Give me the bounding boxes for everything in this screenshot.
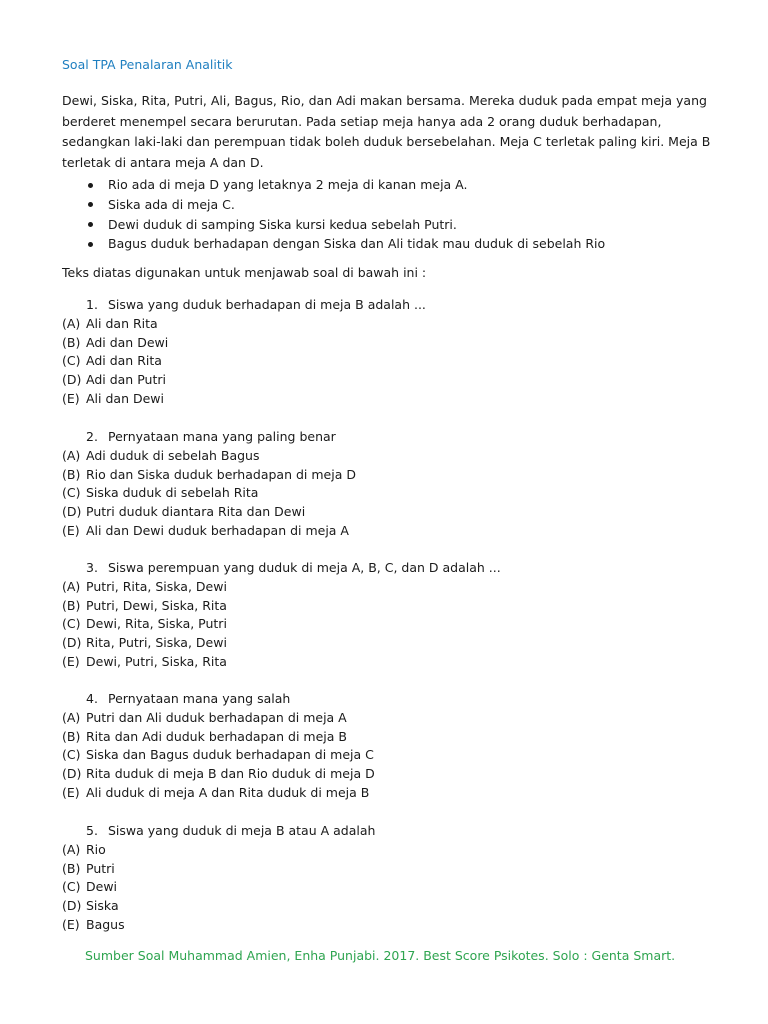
option-b: (B) Putri, Dewi, Siska, Rita bbox=[62, 597, 227, 613]
question-number: 5. bbox=[86, 823, 98, 838]
option-c: (C) Siska duduk di sebelah Rita bbox=[62, 485, 259, 501]
question-text: Pernyataan mana yang salah bbox=[108, 691, 291, 706]
option-c: (C) Dewi bbox=[62, 879, 118, 895]
condition-item: Bagus duduk berhadapan dengan Siska dan Ali tidak mau duduk di sebelah Rio bbox=[62, 234, 712, 254]
option-b: (B) Adi dan Dewi bbox=[62, 334, 169, 350]
condition-list bbox=[62, 175, 712, 254]
option-c: (C) Siska dan Bagus duduk berhadapan di meja C bbox=[62, 747, 374, 763]
option-e: (E) Bagus bbox=[62, 916, 125, 932]
question-2 bbox=[62, 428, 712, 541]
option-b: (B) Putri bbox=[62, 860, 115, 876]
page-title: Soal TPA Penalaran Analitik bbox=[62, 57, 233, 72]
option-d: (D) Rita, Putri, Siska, Dewi bbox=[62, 635, 227, 651]
option-d: (D) Siska bbox=[62, 898, 119, 914]
question-number: 1. bbox=[86, 297, 98, 312]
option-d: (D) Rita duduk di meja B dan Rio duduk di meja D bbox=[62, 766, 375, 782]
bullet-icon bbox=[88, 242, 93, 247]
bullet-icon bbox=[88, 183, 93, 188]
instruction-text: Teks diatas digunakan untuk menjawab soal di bawah ini : bbox=[62, 265, 427, 280]
option-a: (A) Putri, Rita, Siska, Dewi bbox=[62, 578, 227, 594]
source-citation: Sumber Soal Muhammad Amien, Enha Punjabi. 2017. Best Score Psikotes. Solo : Genta Smart. bbox=[85, 948, 676, 963]
question-number: 2. bbox=[86, 429, 98, 444]
option-a: (A) Adi duduk di sebelah Bagus bbox=[62, 447, 260, 463]
question-5 bbox=[62, 822, 712, 935]
condition-item: Dewi duduk di samping Siska kursi kedua sebelah Putri. bbox=[62, 215, 712, 235]
question-number: 4. bbox=[86, 691, 98, 706]
bullet-icon bbox=[88, 202, 93, 207]
option-d: (D) Adi dan Putri bbox=[62, 372, 166, 388]
option-e: (E) Dewi, Putri, Siska, Rita bbox=[62, 653, 227, 669]
option-b: (B) Rio dan Siska duduk berhadapan di meja D bbox=[62, 466, 356, 482]
question-text: Siswa yang duduk di meja B atau A adalah bbox=[108, 823, 376, 838]
intro-paragraph: Dewi, Siska, Rita, Putri, Ali, Bagus, Rio, dan Adi makan bersama. Mereka duduk pada empat meja yang berderet menempel secara berurutan. Pada setiap meja hanya ada 2 orang duduk berhadapan, sedangkan laki-laki dan perempuan tidak boleh duduk bersebelahan. Meja C terletak paling kiri. Meja B terletak di antara meja A dan D. bbox=[62, 93, 711, 170]
condition-item: Rio ada di meja D yang letaknya 2 meja di kanan meja A. bbox=[62, 175, 712, 195]
option-a: (A) Ali dan Rita bbox=[62, 315, 158, 331]
question-text: Pernyataan mana yang paling benar bbox=[108, 429, 336, 444]
option-e: (E) Ali duduk di meja A dan Rita duduk di meja B bbox=[62, 784, 370, 800]
option-e: (E) Ali dan Dewi duduk berhadapan di meja A bbox=[62, 522, 349, 538]
question-3 bbox=[62, 559, 712, 672]
option-c: (C) Adi dan Rita bbox=[62, 353, 162, 369]
question-line bbox=[62, 428, 712, 447]
bullet-icon bbox=[88, 222, 93, 227]
question-text: Siswa yang duduk berhadapan di meja B adalah ... bbox=[108, 297, 426, 312]
question-line bbox=[62, 559, 712, 578]
option-c: (C) Dewi, Rita, Siska, Putri bbox=[62, 616, 227, 632]
option-e: (E) Ali dan Dewi bbox=[62, 390, 164, 406]
question-line bbox=[62, 296, 712, 315]
question-line bbox=[62, 690, 712, 709]
option-b: (B) Rita dan Adi duduk berhadapan di meja B bbox=[62, 728, 347, 744]
option-a: (A) Rio bbox=[62, 841, 106, 857]
question-line bbox=[62, 822, 712, 841]
question-text: Siswa perempuan yang duduk di meja A, B, C, dan D adalah ... bbox=[108, 560, 501, 575]
question-4 bbox=[62, 690, 712, 803]
condition-item: Siska ada di meja C. bbox=[62, 195, 712, 215]
option-d: (D) Putri duduk diantara Rita dan Dewi bbox=[62, 504, 306, 520]
question-number: 3. bbox=[86, 560, 98, 575]
question-1 bbox=[62, 296, 712, 409]
option-a: (A) Putri dan Ali duduk berhadapan di meja A bbox=[62, 709, 347, 725]
